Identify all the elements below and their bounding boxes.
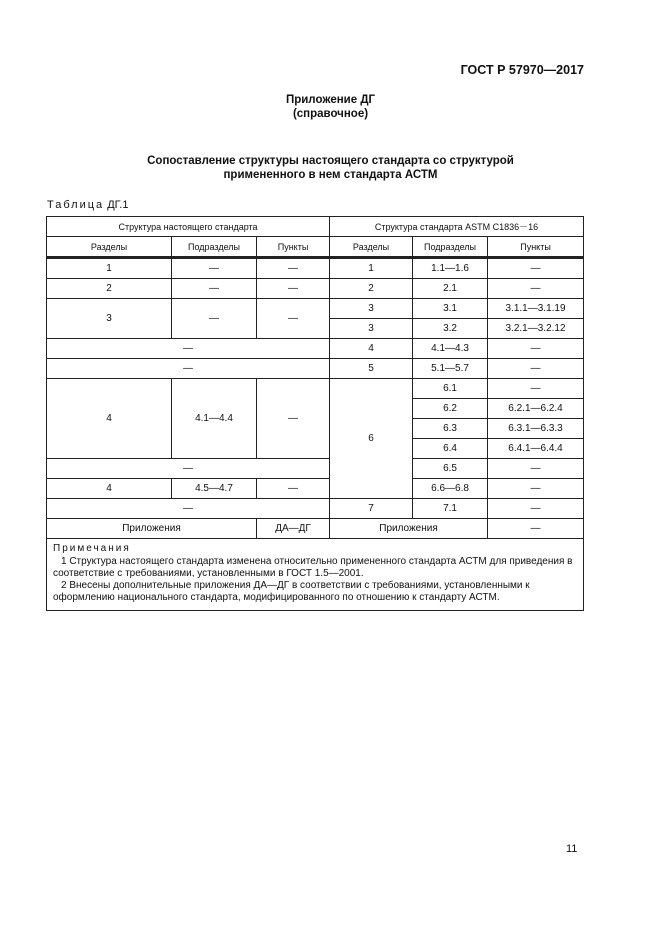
- table-cell: 6.4.1—6.4.4: [488, 439, 584, 459]
- group-header-astm: Структура стандарта ASTM C1836－16: [330, 217, 584, 237]
- table-cell: 6.3: [413, 419, 488, 439]
- table-cell: 3.1.1—3.1.19: [488, 299, 584, 319]
- table-cell: 7.1: [413, 499, 488, 519]
- table-cell: 3: [330, 299, 413, 319]
- document-title-line-2: примененного в нем стандарта АСТМ: [223, 169, 438, 181]
- table-row: [47, 259, 584, 279]
- table-cell: —: [488, 519, 584, 539]
- appendix-title: Приложение ДГ: [285, 94, 376, 106]
- table-cell: —: [172, 279, 257, 299]
- table-cell: 2: [47, 279, 172, 299]
- table-cell: 4: [47, 479, 172, 499]
- table-cell: Приложения: [330, 519, 488, 539]
- table-cell: —: [488, 279, 584, 299]
- document-title-line-1: Сопоставление структуры настоящего стандарта со структурой: [147, 155, 514, 167]
- table-cell: ДА—ДГ: [257, 519, 330, 539]
- col-header-clauses: Пункты: [257, 237, 330, 258]
- table-cell: 6.1: [413, 379, 488, 399]
- table-cell: —: [47, 459, 330, 479]
- table-cell: 6: [330, 379, 413, 499]
- table-cell: —: [172, 259, 257, 279]
- table-row: [47, 359, 584, 379]
- table-row: [47, 519, 584, 539]
- table-row: [47, 339, 584, 359]
- table-caption: [47, 199, 128, 211]
- table-cell: —: [257, 479, 330, 499]
- table-cell: —: [257, 299, 330, 339]
- table-cell: 6.3.1—6.3.3: [488, 419, 584, 439]
- table-cell: 3.1: [413, 299, 488, 319]
- table-notes: [47, 539, 584, 611]
- table-row: [47, 279, 584, 299]
- col-header-astm-subsections: Подразделы: [413, 237, 488, 258]
- table-row: [47, 499, 584, 519]
- table-cell: 3: [47, 299, 172, 339]
- appendix-subtitle: (справочное): [292, 108, 369, 120]
- table-cell: —: [47, 359, 330, 379]
- page-number: 11: [566, 843, 578, 855]
- notes-title: Примечания: [53, 543, 131, 554]
- table-cell: 4: [47, 379, 172, 459]
- note-item: 1 Структура настоящего стандарта изменена относительно примененного стандарта АСТМ для приведения в соответствие с требованиями, установленными в ГОСТ 1.5—2001.: [53, 556, 573, 579]
- table-cell: Приложения: [47, 519, 257, 539]
- table-cell: 6.4: [413, 439, 488, 459]
- table-cell: —: [488, 339, 584, 359]
- table-cell: 6.2.1—6.2.4: [488, 399, 584, 419]
- table-cell: —: [257, 279, 330, 299]
- group-header-national: Структура настоящего стандарта: [47, 217, 330, 237]
- table-cell: —: [488, 479, 584, 499]
- note-item: 2 Внесены дополнительные приложения ДА—ДГ в соответствии с требованиями, установленными к оформлению национального стандарта, модифицированного по отношению к стандарту АСТМ.: [53, 580, 530, 603]
- table-cell: 2.1: [413, 279, 488, 299]
- table-row: [47, 479, 584, 499]
- table-cell: 1: [330, 259, 413, 279]
- table-cell: —: [488, 379, 584, 399]
- document-title: [0, 154, 661, 182]
- table-cell: 4.1—4.3: [413, 339, 488, 359]
- col-header-subsections: Подразделы: [172, 237, 257, 258]
- table-cell: —: [488, 259, 584, 279]
- table-cell: —: [488, 459, 584, 479]
- table-cell: 1.1—1.6: [413, 259, 488, 279]
- col-header-astm-sections: Разделы: [330, 237, 413, 258]
- table-caption-number: ДГ.1: [107, 199, 129, 211]
- table-row: [47, 379, 584, 399]
- table-cell: 4.5—4.7: [172, 479, 257, 499]
- table-cell: —: [488, 499, 584, 519]
- table-cell: —: [47, 499, 330, 519]
- table-cell: 4.1—4.4: [172, 379, 257, 459]
- table-row: [47, 299, 584, 319]
- appendix-heading: [0, 93, 661, 121]
- table-caption-prefix: Таблица: [47, 199, 105, 211]
- table-notes-row: [47, 539, 584, 611]
- table-cell: 6.5: [413, 459, 488, 479]
- table-cell: 6.6—6.8: [413, 479, 488, 499]
- table-cell: —: [488, 359, 584, 379]
- table-column-header-row: [47, 237, 584, 258]
- table-cell: 4: [330, 339, 413, 359]
- table-cell: 5: [330, 359, 413, 379]
- table-cell: —: [47, 339, 330, 359]
- table-cell: 7: [330, 499, 413, 519]
- table-cell: —: [257, 379, 330, 459]
- table-cell: 3.2: [413, 319, 488, 339]
- col-header-astm-clauses: Пункты: [488, 237, 584, 258]
- table-row: [47, 459, 584, 479]
- table-cell: 5.1—5.7: [413, 359, 488, 379]
- table-cell: —: [257, 259, 330, 279]
- table-group-header-row: [47, 217, 584, 237]
- table-cell: —: [172, 299, 257, 339]
- table-cell: 3.2.1—3.2.12: [488, 319, 584, 339]
- col-header-sections: Разделы: [47, 237, 172, 258]
- standard-id: ГОСТ Р 57970—2017: [460, 63, 584, 77]
- table-cell: 3: [330, 319, 413, 339]
- structure-comparison-table: [46, 216, 584, 611]
- table-cell: 2: [330, 279, 413, 299]
- table-cell: 6.2: [413, 399, 488, 419]
- table-cell: 1: [47, 259, 172, 279]
